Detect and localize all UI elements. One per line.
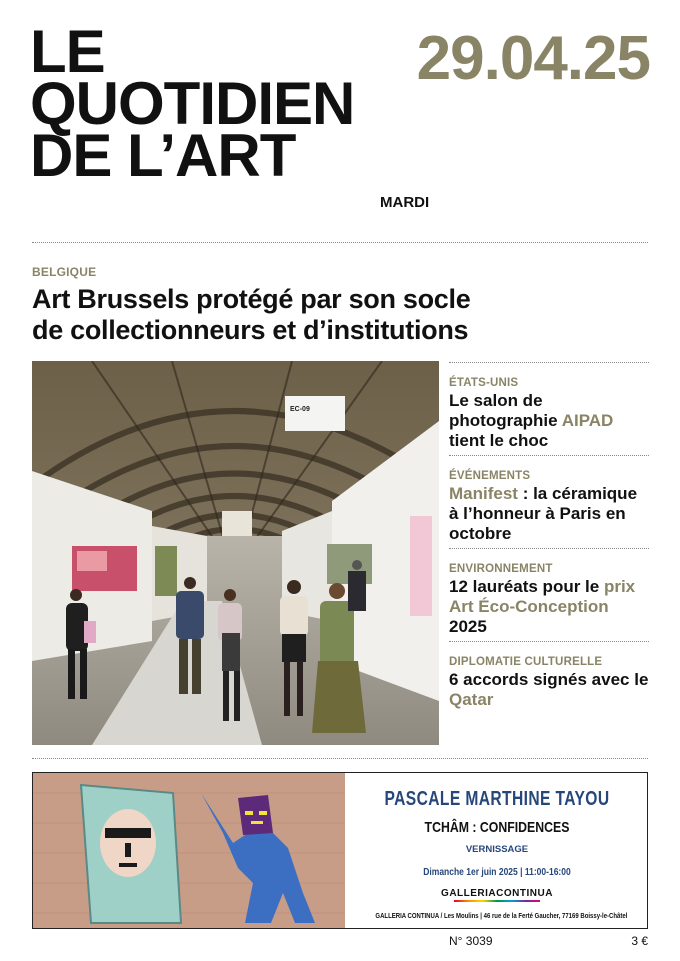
sidebar-item-kicker: ENVIRONNEMENT [449,563,553,575]
sidebar-item-headline: 6 accords signés avec le Qatar [449,670,649,709]
main-story-kicker[interactable]: BELGIQUE [32,265,97,279]
ad-artist-name: PASCALE MARTHINE TAYOU [384,788,610,810]
ad-date-line: Dimanche 1er juin 2025 | 11:00-16:00 [423,867,571,878]
ad-vernissage-label: VERNISSAGE [465,844,529,855]
main-story-title-line-2: de collectionneurs et d’institutions [32,315,469,345]
masthead-line-1: LE [30,18,105,85]
headline-link[interactable]: Manifest [449,484,518,503]
sidebar-item-headline: 12 lauréats pour le prix Art Éco-Conception 2025 [449,577,636,636]
masthead-line-3: DE L’ART [30,122,296,189]
sidebar-item-manifest[interactable] [449,455,649,548]
ad-artwork-image [33,773,345,929]
ad-gallery-logo: GALLERIACONTINUA [441,888,553,899]
headline-link[interactable]: AIPAD [561,411,614,430]
headline-link[interactable]: Qatar [449,690,494,709]
sidebar-item-kicker: ÉTATS-UNIS [449,377,519,389]
issue-date: 29.04.25 [416,24,650,93]
booth-sign: EC-09 [290,406,310,413]
main-story-photo[interactable] [32,361,439,745]
sidebar-item-aipad[interactable] [449,362,649,455]
ad-show-title: TCHÂM : CONFIDENCES [424,819,570,836]
sidebar-item-eco-conception[interactable] [449,548,649,641]
divider [32,758,648,759]
masthead-title [30,18,355,189]
sidebar-item-headline: Le salon de photographie AIPAD tient le choc [449,391,614,450]
masthead-line-2: QUOTIDIEN [30,70,355,137]
ad-address: GALLERIA CONTINUA / Les Moulins | 46 rue de la Ferté Gaucher, 77169 Boissy-le-Châtel [375,911,628,920]
sidebar-item-qatar[interactable] [449,641,649,714]
main-story-title[interactable] [32,284,632,346]
headline-link[interactable]: prix Art Éco-Conception [449,577,636,616]
ad-text-panel [345,773,648,929]
sidebar-item-headline: Manifest : la céramique à l’honneur à Paris en octobre [449,484,638,543]
sidebar-news [449,362,649,714]
ad-gallery-logo-stripe [454,900,540,902]
issue-number: N° 3039 [449,934,493,948]
issue-weekday: MARDI [380,194,430,211]
sidebar-item-kicker: ÉVÉNEMENTS [449,470,531,482]
issue-price: 3 € [631,934,648,948]
sidebar-item-kicker: DIPLOMATIE CULTURELLE [449,656,603,668]
main-story-title-line-1: Art Brussels protégé par son socle [32,284,471,314]
divider [32,242,648,243]
advertisement-banner[interactable] [32,772,648,929]
